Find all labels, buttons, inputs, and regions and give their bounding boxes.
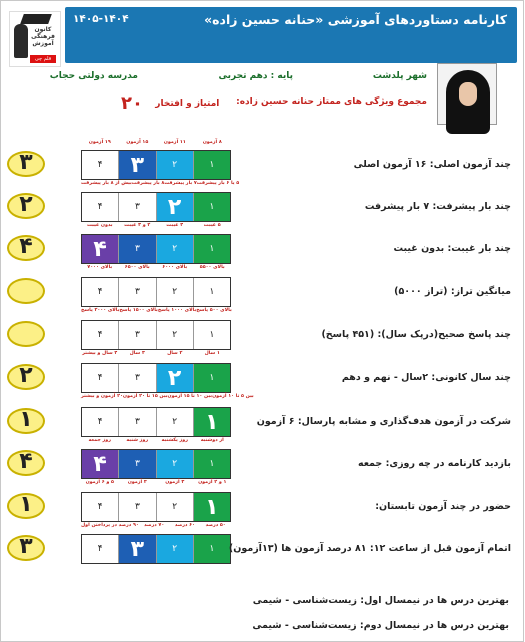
achievement-row <box>1 360 525 406</box>
cell-label: ۲ و ۳ غیبت <box>124 223 151 228</box>
level-grid <box>81 363 231 393</box>
achievement-row <box>1 140 525 193</box>
level-circle: ۴ <box>7 235 45 261</box>
cell-label: بالای ۲۰۰۰ پاسخ <box>81 308 120 313</box>
top-label: ۸ آزمون <box>202 140 222 145</box>
best-term-2: بهترین درس ها در نیمسال دوم: زیست‌شناسی - شیمی <box>252 620 509 631</box>
cell-label: ۸ بار پیشرفت <box>131 181 165 186</box>
cell-label: بین ۱۰ تا ۱۵ آزمون <box>167 394 213 399</box>
logo-badge: قلم چی <box>30 55 56 63</box>
top-labels <box>81 140 231 150</box>
top-label: ۱۱ آزمون <box>163 140 186 145</box>
level-circle <box>7 321 45 347</box>
cell-label: بالای ۱۰۰۰ پاسخ <box>157 308 197 313</box>
cell-label: ۱ سال <box>204 351 220 356</box>
level-cell-2: ۲ <box>156 408 193 436</box>
level-grid <box>81 407 231 437</box>
level-circle <box>7 278 45 304</box>
student-city: شهر پلدشت <box>372 71 427 81</box>
level-circle: ۳ <box>7 535 45 561</box>
cell-label: ۲۰ آزمون و بیشتر <box>81 394 123 399</box>
level-cell-4: ۴ <box>82 450 118 478</box>
achievement-row <box>1 446 525 492</box>
cell-label: از دوشنبه <box>200 438 224 443</box>
level-cell-4: ۴ <box>82 408 118 436</box>
level-cell-3: ۳ <box>118 278 155 306</box>
best-term-1: بهترین درس ها در نیمسال اول: زیست‌شناسی - شیمی <box>252 595 509 606</box>
cell-label: ۵ و ۶ آزمون <box>85 480 114 485</box>
total-score <box>121 93 221 114</box>
level-cell-3: ۳ <box>118 364 155 392</box>
cell-label: ۳ سال <box>129 351 145 356</box>
cell-label: روز جمعه <box>88 438 111 443</box>
level-cell-3: ۳ <box>118 408 155 436</box>
achievement-row <box>1 274 525 320</box>
achievement-question: چند پاسخ صحیح(درپک سال): (۴۵۱ پاسخ) <box>321 329 511 340</box>
cell-label: بین ۵ تا ۱۰ آزمون <box>212 394 254 399</box>
level-grid <box>81 449 231 479</box>
level-cell-2: ۲ <box>156 151 193 179</box>
level-cell-4: ۴ <box>82 278 118 306</box>
level-grid <box>81 150 231 180</box>
level-cell-2: ۲ <box>156 364 193 392</box>
level-cell-4: ۴ <box>82 493 118 521</box>
level-cell-3: ۳ <box>118 535 155 563</box>
level-cell-1: ۱ <box>193 321 230 349</box>
cell-label: ۵ یا ۶ بار پیشرفت <box>196 181 240 186</box>
cell-label: بالای ۶۵۰۰ <box>124 265 150 270</box>
level-cell-1: ۱ <box>193 235 230 263</box>
level-cell-4: ۴ <box>82 193 118 221</box>
photo-face <box>459 82 477 106</box>
cell-label: ۴ غیبت <box>166 223 184 228</box>
cell-label: ۹۰ درصد در پرداختن اول <box>81 523 139 528</box>
level-cell-2: ۲ <box>156 321 193 349</box>
achievement-question: اتمام آزمون قبل از ساعت ۱۲: ۸۱ درصد آزمون ها (۱۳آزمون) <box>228 543 511 554</box>
achievement-question: چند بار پیشرفت: ۷ بار پیشرفت <box>364 201 511 212</box>
cell-label: ۷ بار پیشرفت <box>164 181 197 186</box>
achievement-question: چند بار غیبت: بدون غیبت <box>393 243 511 254</box>
cell-label: بیش از ۸ بار پیشرفت <box>81 181 132 186</box>
features-label: مجموع ویژگی های ممتاز حنانه حسین زاده: <box>236 97 427 107</box>
kanoon-logo <box>9 11 61 67</box>
level-circle: ۴ <box>7 450 45 476</box>
level-cell-3: ۳ <box>118 151 155 179</box>
cell-label: بالای ۷۰۰۰ <box>87 265 113 270</box>
achievement-question: چند سال کانونی: ۲سال - نهم و دهم <box>341 372 511 383</box>
cell-label: بدون غیبت <box>86 223 113 228</box>
top-label: ۱۵ آزمون <box>126 140 149 145</box>
level-cell-3: ۳ <box>118 493 155 521</box>
score-label: امتیاز و افتخار <box>155 99 220 109</box>
level-cell-4: ۴ <box>82 151 118 179</box>
level-circle: ۳ <box>7 151 45 177</box>
level-grid <box>81 320 231 350</box>
level-cell-4: ۴ <box>82 321 118 349</box>
score-value: ۲۰ <box>121 93 143 114</box>
level-circle: ۲ <box>7 193 45 219</box>
level-circle: ۱ <box>7 493 45 519</box>
level-cell-3: ۳ <box>118 450 155 478</box>
cell-label: بالای ۱۵۰۰ پاسخ <box>119 308 158 313</box>
cell-label: ۵ غیبت <box>203 223 221 228</box>
level-cell-3: ۳ <box>118 235 155 263</box>
cell-label: ۵۰ درصد <box>205 523 226 528</box>
level-cell-4: ۴ <box>82 364 118 392</box>
cell-label: ۷۰ درصد <box>144 523 165 528</box>
level-cell-1: ۱ <box>193 193 230 221</box>
level-cell-1: ۱ <box>193 278 230 306</box>
achievement-question: شرکت در آزمون هدف‌گذاری و مشابه پارسال: ۶ آزمون <box>256 416 511 427</box>
level-cell-1: ۱ <box>193 364 230 392</box>
level-circle: ۲ <box>7 364 45 390</box>
level-cell-1: ۱ <box>193 535 230 563</box>
cell-label: ۲ سال <box>167 351 183 356</box>
cell-label: ۴ آزمون <box>127 480 147 485</box>
level-cell-2: ۲ <box>156 193 193 221</box>
achievement-question: میانگین تراز: (تراز ۵۰۰۰) <box>394 286 511 297</box>
graduate-figure-icon <box>14 24 28 58</box>
level-cell-1: ۱ <box>193 151 230 179</box>
level-cell-4: ۴ <box>82 535 118 563</box>
achievement-row <box>1 231 525 277</box>
graduation-cap-icon <box>20 14 52 24</box>
achievement-row <box>1 189 525 235</box>
cell-label: ۴ سال و بیشتر <box>82 351 118 356</box>
page-title: کارنامه دستاوردهای آموزشی «حنانه حسین زاده» <box>204 12 507 27</box>
level-cell-3: ۳ <box>118 321 155 349</box>
level-grid <box>81 492 231 522</box>
level-cell-4: ۴ <box>82 235 118 263</box>
level-cell-1: ۱ <box>193 450 230 478</box>
academic-year: ۱۴۰۵-۱۴۰۴ <box>73 13 129 25</box>
title-banner <box>65 7 517 63</box>
cell-label: ۳ آزمون <box>165 480 185 485</box>
level-cell-2: ۲ <box>156 278 193 306</box>
achievement-question: حضور در چند آزمون تابستان: <box>375 501 511 512</box>
level-cell-1: ۱ <box>193 408 230 436</box>
level-cell-3: ۳ <box>118 193 155 221</box>
level-circle: ۱ <box>7 408 45 434</box>
cell-label: بین ۱۵ تا ۲۰ آزمون <box>122 394 168 399</box>
achievement-row <box>1 489 525 535</box>
level-cell-2: ۲ <box>156 493 193 521</box>
student-school: مدرسه دولتی حجاب <box>49 71 138 81</box>
achievement-row <box>1 317 525 363</box>
student-grade: پایه : دهم تجربی <box>218 71 293 81</box>
achievement-row <box>1 531 525 577</box>
cell-label: روز یکشنبه <box>161 438 188 443</box>
cell-label: ۶۰ درصد <box>174 523 195 528</box>
cell-label: بالای ۶۰۰۰ <box>162 265 188 270</box>
cell-label: بالای ۵۰۰ پاسخ <box>196 308 232 313</box>
cell-label: ۱ و ۲ آزمون <box>198 480 227 485</box>
level-grid <box>81 234 231 264</box>
cell-label: بالای ۵۵۰۰ <box>199 265 225 270</box>
level-cell-2: ۲ <box>156 235 193 263</box>
achievement-question: بازدید کارنامه در چه روزی: جمعه <box>357 458 511 469</box>
level-grid <box>81 534 231 564</box>
level-cell-2: ۲ <box>156 535 193 563</box>
cell-labels <box>81 394 254 404</box>
logo-text: کانون فرهنگی آموزش <box>31 26 55 47</box>
level-grid <box>81 192 231 222</box>
top-label: ۱۹ آزمون <box>88 140 111 145</box>
cell-label: روز شنبه <box>126 438 149 443</box>
level-cell-1: ۱ <box>193 493 230 521</box>
achievement-row <box>1 404 525 450</box>
level-grid <box>81 277 231 307</box>
achievement-question: چند آزمون اصلی: ۱۶ آزمون اصلی <box>353 159 511 170</box>
student-photo <box>437 63 497 125</box>
level-cell-2: ۲ <box>156 450 193 478</box>
